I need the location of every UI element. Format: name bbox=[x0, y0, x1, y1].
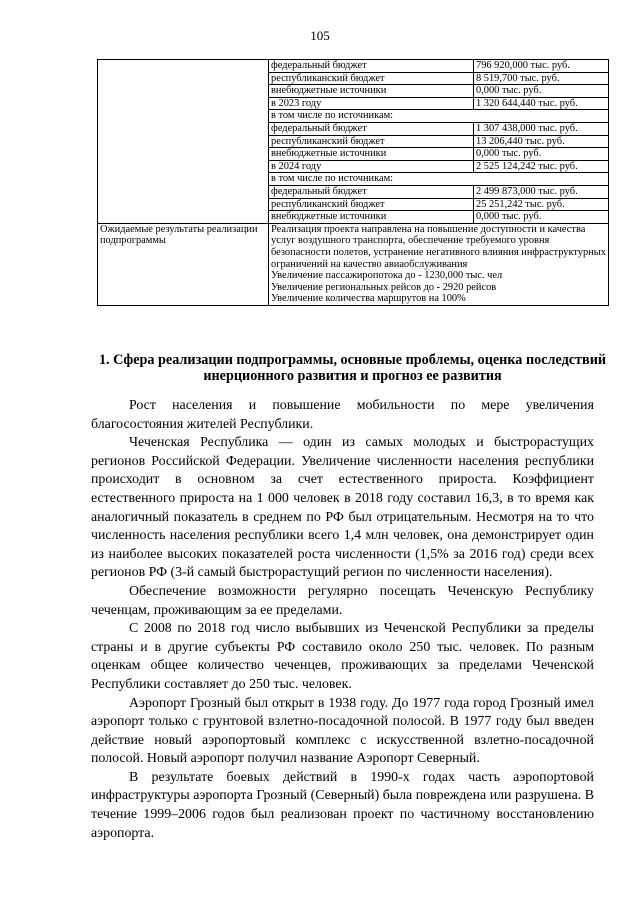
paragraph: Обеспечение возможности регулярно посещать Чеченскую Республику чеченцам, проживающим за ее пределами. bbox=[91, 583, 594, 618]
results-text bbox=[269, 223, 609, 305]
row-label: федеральный бюджет bbox=[269, 122, 474, 135]
row-value: 1 307 438,000 тыс. руб. bbox=[474, 122, 609, 135]
paragraph: Чеченская Республика — один из самых молодых и быстрорастущих регионов Российской Федерации. Увеличение численности населения республики происходит в основном за счет естественного прироста. Коэффициент естественного прироста на 1 000 человек в 2018 году составил 16,3, в то время как аналогичный показатель в среднем по РФ был отрицательным. Несмотря на то что численность населения республики всего 1,4 млн человек, она демонстрирует один из наиболее высоких показателей роста численности (1,5% за 2016 год) среди всех регионов РФ (3-й самый быстрорастущий регион по численности населения). bbox=[91, 435, 594, 581]
row-value: 0,000 тыс. руб. bbox=[474, 148, 609, 161]
row-label: внебюджетные источники bbox=[269, 211, 474, 224]
row-value: 0,000 тыс. руб. bbox=[474, 85, 609, 98]
page-number: 105 bbox=[310, 28, 330, 43]
row-label: внебюджетные источники bbox=[269, 85, 474, 98]
row-label: федеральный бюджет bbox=[269, 60, 474, 73]
row-value: 2 525 124,242 тыс. руб. bbox=[474, 160, 609, 173]
row-value: 13 206,440 тыс. руб. bbox=[474, 135, 609, 148]
row-value: 25 251,242 тыс. руб. bbox=[474, 198, 609, 211]
results-paragraph: Реализация проекта направлена на повышение доступности и качества услуг воздушного транспорта, обеспечение требуемого уровня безопасности полетов, устранение негативного влияния инфраструктурных ограничений на качество авиаобслуживания bbox=[271, 223, 606, 270]
section-heading: 1. Сфера реализации подпрограммы, основные проблемы, оценка последствий инерционного развития и прогноз ее развития bbox=[98, 352, 607, 384]
row-value: 2 499 873,000 тыс. руб. bbox=[474, 185, 609, 198]
results-label: Ожидаемые результаты реализации подпрограммы bbox=[98, 223, 269, 305]
row-value: 8 519,700 тыс. руб. bbox=[474, 72, 609, 85]
row-label: республиканский бюджет bbox=[269, 198, 474, 211]
row-label: в 2023 году bbox=[269, 97, 474, 110]
table-row bbox=[98, 223, 609, 305]
row-label: республиканский бюджет bbox=[269, 135, 474, 148]
table-row bbox=[98, 60, 609, 73]
row-label: в 2024 году bbox=[269, 160, 474, 173]
financing-table bbox=[97, 59, 609, 306]
row-label: в том числе по источникам: bbox=[269, 110, 609, 123]
paragraph: В результате боевых действий в 1990-х годах часть аэропортовой инфраструктуры аэропорта Грозный (Северный) была повреждена или разрушена. В течение 1999–2006 годов был реализован проект по частичному восстановлению аэропорта. bbox=[91, 769, 594, 841]
row-value: 796 920,000 тыс. руб. bbox=[474, 60, 609, 73]
row-label: федеральный бюджет bbox=[269, 185, 474, 198]
row-label: республиканский бюджет bbox=[269, 72, 474, 85]
row-label: внебюджетные источники bbox=[269, 148, 474, 161]
results-line: Увеличение региональных рейсов до - 2920 рейсов bbox=[271, 281, 497, 293]
results-line: Увеличение пассажиропотока до - 1230,000 тыс. чел bbox=[271, 270, 503, 282]
body-text bbox=[91, 397, 594, 843]
results-line: Увеличение количества маршрутов на 100% bbox=[271, 293, 466, 305]
paragraph: Аэропорт Грозный был открыт в 1938 году. До 1977 года город Грозный имел аэропорт только с грунтовой взлетно-посадочной полосой. В 1977 году был введен действие новый аэропортовый комплекс с искусственной взлетно-посадочной полосой. Новый аэропорт получил название Аэропорт Северный. bbox=[91, 695, 594, 767]
paragraph: С 2008 по 2018 год число выбывших из Чеченской Республики за пределы страны и в другие субъекты РФ составило около 250 тыс. человек. По разным оценкам общее количество чеченцев, проживающих за пределами Чеченской Республики составляет до 250 тыс. человек. bbox=[91, 621, 594, 692]
row-value: 1 320 644,440 тыс. руб. bbox=[474, 97, 609, 110]
table-left-cell bbox=[98, 60, 269, 224]
paragraph: Рост населения и повышение мобильности по мере увеличения благосостояния жителей Республики. bbox=[91, 398, 594, 432]
row-value: 0,000 тыс. руб. bbox=[474, 211, 609, 224]
row-label: в том числе по источникам: bbox=[269, 173, 609, 186]
